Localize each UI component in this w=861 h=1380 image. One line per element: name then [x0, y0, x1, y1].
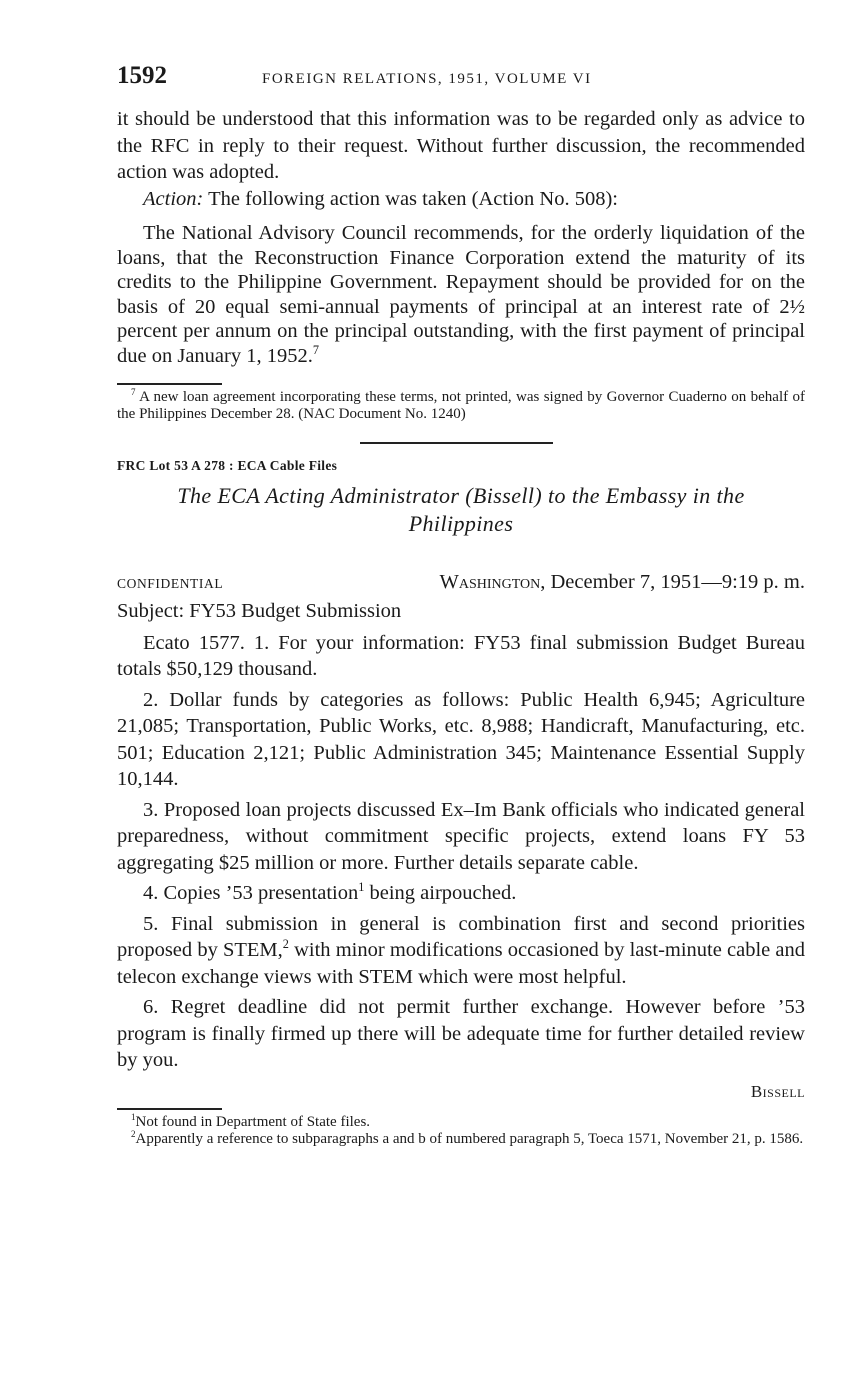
- footnote-1-mark: 1: [131, 1111, 136, 1122]
- cable-body: [117, 630, 805, 1074]
- footnote-2-text: Apparently a reference to subparagraphs a and b of numbered paragraph 5, Toeca 1571, November 21, p. 1586.: [135, 1131, 804, 1148]
- cable-paragraph-6: 6. Regret deadline did not permit further exchange. However before ’53 program is finally firmed up there will be adequate time for further detailed review by you.: [117, 996, 805, 1072]
- document-title-line2: Philippines: [408, 510, 514, 536]
- document-title-line1: The ECA Acting Administrator (Bissell) to the Embassy in the: [177, 482, 745, 508]
- footnotes-block: [117, 1111, 805, 1149]
- page: [117, 62, 805, 1149]
- action-paragraph: [117, 186, 805, 213]
- footnote-7: [117, 386, 805, 424]
- action-text: The following action was taken (Action No. 508):: [203, 187, 618, 210]
- page-number: 1592: [117, 62, 167, 89]
- cable-paragraph-4-text-end: being airpouched.: [364, 882, 517, 905]
- date-line: [439, 571, 805, 594]
- action-label: Action:: [143, 187, 204, 210]
- cable-paragraph-1: Ecato 1577. 1. For your information: FY53 final submission Budget Bureau totals $50,129 thousand.: [117, 631, 805, 681]
- footnote-rule: [117, 383, 222, 385]
- date-place: Washington,: [439, 570, 546, 593]
- signature: Bissell: [750, 1081, 805, 1101]
- footnote-ref-2: 2: [282, 937, 289, 952]
- quote-text: The National Advisory Council recommends, for the orderly liquidation of the loans, that the Reconstruction Finance Corporation extend the maturity of its credits to the Philippine Government. Repayment should be provided for on the basis of 20 equal semi-annual payments of principal at an interest rate of 2½ percent per annum on the principal outstanding, with the first payment of principal due on January 1, 1952.: [117, 222, 805, 367]
- subject-line: Subject: FY53 Budget Submission: [117, 599, 402, 622]
- continuation-paragraph: it should be understood that this information was to be regarded only as advice to the RFC in reply to their request. Without further discussion, the recommended action was adopted.: [117, 108, 805, 183]
- body-text: [117, 106, 805, 369]
- cable-paragraph-3: 3. Proposed loan projects discussed Ex–Im Bank officials who indicated general preparedness, without commitment specific projects, extend loans FY 53 aggregating $25 million or more. Further details separate cable.: [117, 798, 805, 874]
- footnote-ref-7: 7: [312, 343, 320, 358]
- footnote-7-text: A new loan agreement incorporating these terms, not printed, was signed by Governor Cuaderno on behalf of the Philippines December 28. (NAC Document No. 1240): [117, 388, 805, 423]
- cable-paragraph-5-text-end: with minor modifications occasioned by last-minute cable and telecon exchange views with STEM which were most helpful.: [117, 939, 805, 988]
- footnote-1: [117, 1111, 805, 1132]
- footnote-2: [117, 1131, 805, 1149]
- dateline: [117, 571, 805, 594]
- page-header: [117, 62, 805, 106]
- footnote-7-mark: 7: [131, 386, 136, 397]
- footnote-2-mark: 2: [131, 1129, 136, 1140]
- document-title: [117, 482, 805, 538]
- cable-paragraph-2: 2. Dollar funds by categories as follows: Public Health 6,945; Agriculture 21,085; Transportation, Public Works, etc. 8,988; Handicraft, Manufacturing, etc. 501; Education 2,121; Public Administration 345; Maintenance Essential Supply 10,144.: [117, 688, 805, 791]
- cable-paragraph-4-text: 4. Copies ’53 presentation: [143, 882, 359, 905]
- footnote-1-text: Not found in Department of State files.: [135, 1113, 371, 1130]
- footnote-rule-2: [117, 1108, 222, 1110]
- classification-mark: CONFIDENTIAL: [117, 575, 224, 591]
- cable-paragraph-5: [117, 911, 805, 991]
- cable-paragraph-5-text: 5. Final submission in general is combination first and second priorities proposed by STEM,: [117, 912, 805, 962]
- section-divider: [360, 442, 553, 444]
- cable-paragraph-4: [117, 880, 805, 907]
- running-head: FOREIGN RELATIONS, 1951, VOLUME VI: [262, 71, 592, 87]
- document-source: FRC Lot 53 A 278 : ECA Cable Files: [117, 457, 338, 473]
- nac-recommendation-quote: [117, 221, 805, 369]
- date-text: December 7, 1951—9:19 p. m.: [545, 570, 805, 593]
- footnote-ref-1: 1: [358, 880, 365, 895]
